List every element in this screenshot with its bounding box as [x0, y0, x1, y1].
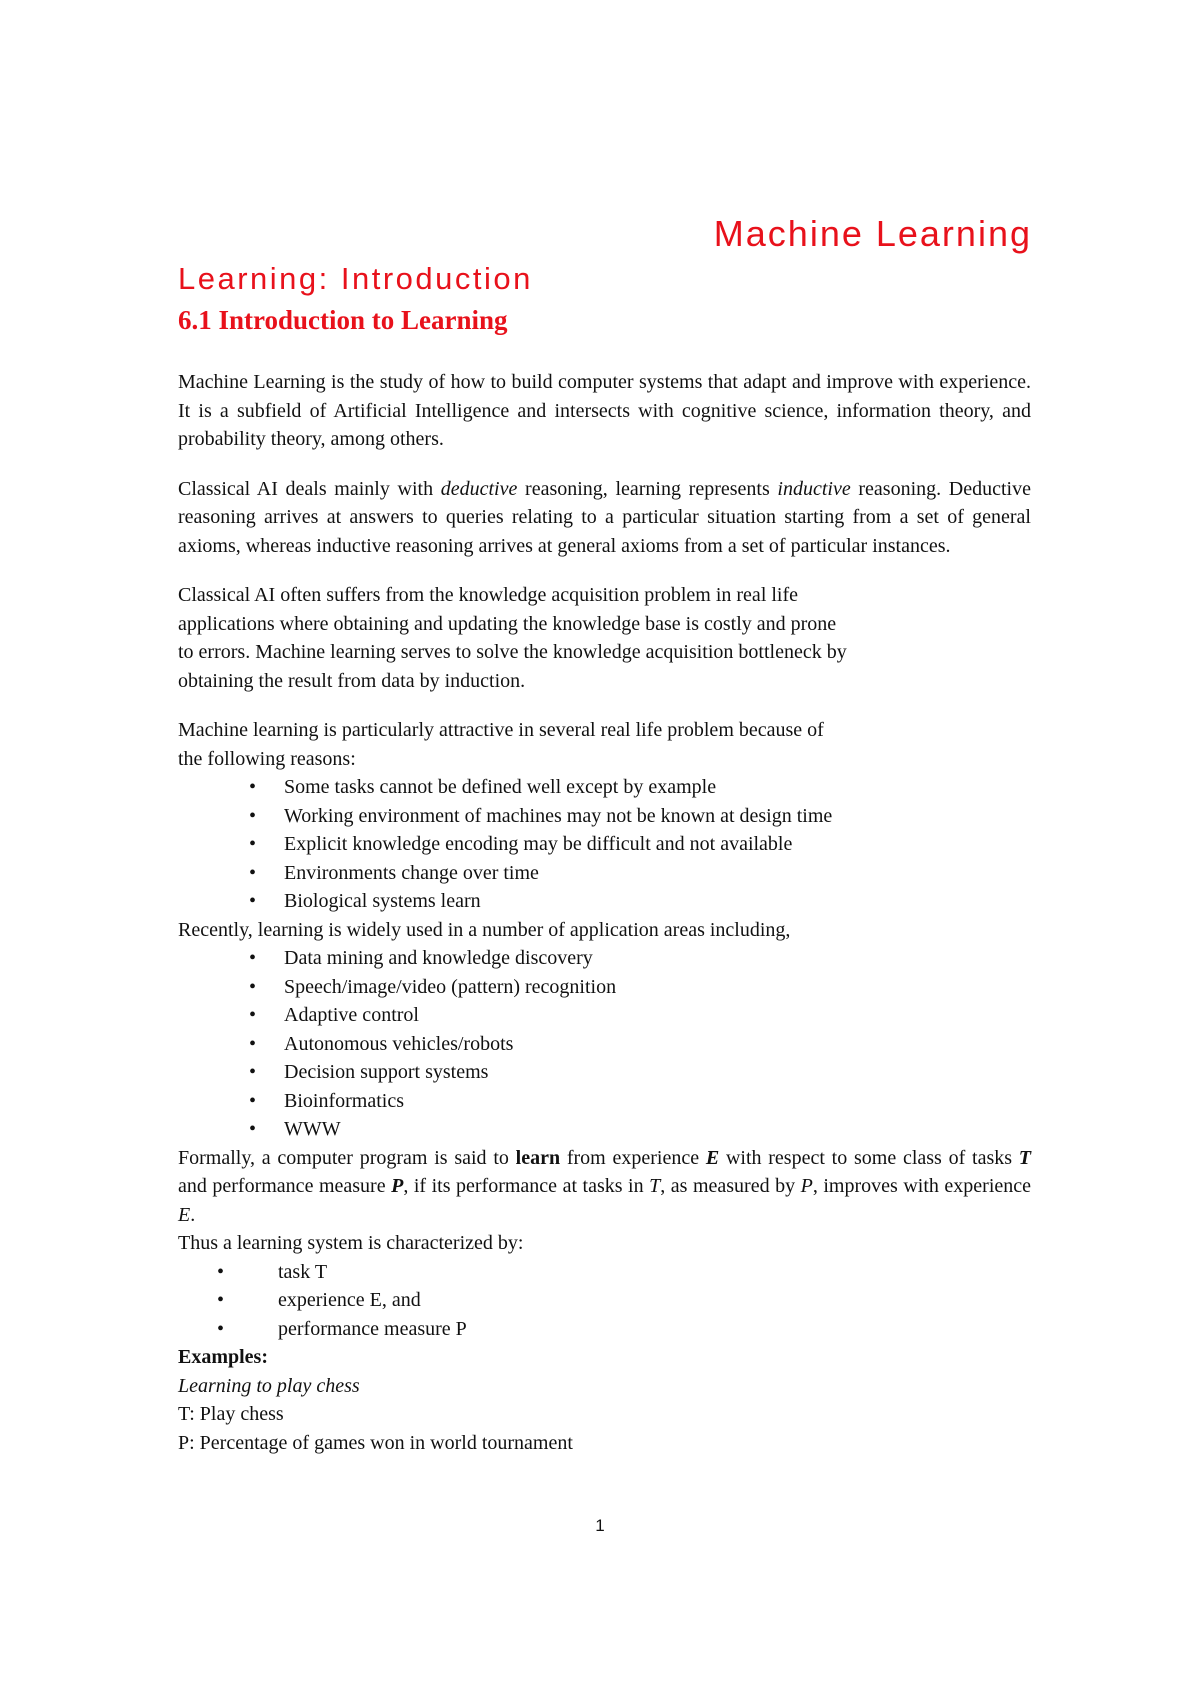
reasons-list — [178, 773, 1031, 916]
characteristics-list — [178, 1258, 1031, 1344]
text-run: reasoning, learning represents — [517, 477, 778, 500]
paragraph-line: obtaining the result from data by induction. — [178, 669, 526, 692]
example-title — [178, 1372, 1031, 1401]
symbol-p-italic: P — [800, 1175, 813, 1197]
examples-heading: Examples: — [178, 1346, 268, 1368]
document-title: Machine Learning — [713, 213, 1032, 254]
text-run: with respect to some class of tasks — [719, 1146, 1019, 1169]
text-run: and performance measure — [178, 1175, 392, 1197]
paragraph-line: the following reasons: — [178, 747, 356, 770]
list-item: • Adaptive control — [178, 1001, 1031, 1030]
list-item: • Decision support systems — [178, 1058, 1031, 1087]
list-item: • experience E, and — [178, 1286, 1031, 1315]
text-run: , if its performance at tasks in — [403, 1175, 650, 1197]
page-number: 1 — [595, 1516, 605, 1535]
chapter-subtitle: Learning: Introduction — [178, 261, 533, 296]
symbol-e-italic: E — [178, 1203, 191, 1226]
formal-definition — [178, 1144, 1031, 1230]
symbol-e: E — [705, 1146, 720, 1169]
list-item: • WWW — [178, 1115, 1031, 1144]
example-title-text: Learning to play chess — [178, 1374, 360, 1397]
list-item: • Speech/image/video (pattern) recognition — [178, 973, 1031, 1002]
applications-list — [178, 944, 1031, 1144]
list-item: • Environments change over time — [178, 859, 1031, 888]
list-item: • Working environment of machines may not be known at design time — [178, 802, 1031, 831]
example-performance: P: Percentage of games won in world tournament — [178, 1431, 573, 1454]
list-item: • Autonomous vehicles/robots — [178, 1030, 1031, 1059]
text-run: , as measured by — [660, 1175, 801, 1197]
document-body — [178, 368, 1031, 1457]
list-item: • task T — [178, 1258, 1031, 1287]
example-task: T: Play chess — [178, 1403, 284, 1425]
paragraph-line: to errors. Machine learning serves to solve the knowledge acquisition bottleneck by — [178, 641, 847, 663]
section-heading: 6.1 Introduction to Learning — [178, 305, 508, 335]
list-item: • Bioinformatics — [178, 1087, 1031, 1116]
paragraph-line: applications where obtaining and updating the knowledge base is costly and prone — [178, 612, 837, 635]
list-item: • Data mining and knowledge discovery — [178, 944, 1031, 973]
list-item: • Explicit knowledge encoding may be difficult and not available — [178, 830, 1031, 859]
text-run: reasoning. Deductive reasoning arrives at answers to queries relating to a particular situation starting from a set of general axioms, whereas inductive reasoning arrives at general axioms from a set of particular instances. — [178, 477, 1031, 557]
italic-term-deductive: deductive — [440, 477, 518, 500]
paragraph-line: Machine learning is particularly attractive in several real life problem because of — [178, 719, 824, 741]
text-run: . — [190, 1203, 196, 1226]
applications-intro: Recently, learning is widely used in a number of application areas including, — [178, 918, 791, 941]
text-run: from experience — [560, 1146, 706, 1169]
paragraph-knowledge-acquisition — [178, 581, 1031, 695]
paragraph-intro: Machine Learning is the study of how to build computer systems that adapt and improve with experience. It is a subfield of Artificial Intelligence and intersects with cognitive science, information theory, and probability theory, among others. — [178, 371, 1031, 450]
characterized-intro: Thus a learning system is characterized by: — [178, 1232, 524, 1254]
list-item: • performance measure P — [178, 1315, 1031, 1344]
paragraph-attractive — [178, 716, 1031, 773]
text-run: Formally, a computer program is said to — [178, 1146, 516, 1169]
italic-term-inductive: inductive — [777, 477, 851, 500]
list-item: • Some tasks cannot be defined well except by example — [178, 773, 1031, 802]
list-item: • Biological systems learn — [178, 887, 1031, 916]
text-run: Classical AI deals mainly with — [178, 477, 441, 500]
symbol-p: P — [391, 1175, 404, 1197]
text-run: , improves with experience — [812, 1175, 1032, 1197]
symbol-t: T — [1018, 1146, 1031, 1169]
examples-label — [178, 1343, 1031, 1372]
paragraph-line: Classical AI often suffers from the knowledge acquisition problem in real life — [178, 584, 799, 606]
bold-term-learn: learn — [515, 1146, 561, 1169]
symbol-t-italic: T — [649, 1175, 661, 1197]
paragraph-deductive-inductive — [178, 475, 1031, 561]
